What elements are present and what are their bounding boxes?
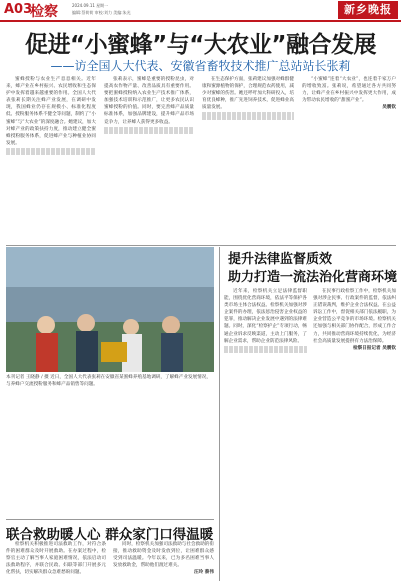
page-number: A03	[4, 2, 33, 17]
left-paragraph: 检察机关积极推进司法救助工作，对符合条件的困难群众及时开展救助。在办案过程中，检察官主动了解当事人家庭困难情况，依法启动司法救助程序，并联合民政、妇联等部门开展多元化帮扶，切实解决群众急难愁盼问题。	[6, 542, 106, 576]
lead-paragraph: 在生态保护方面，张莉建议加强对蜂群健康和蜜源植物的保护，合理规范农药使用，减少对蜜蜂的伤害。她还呼吁加大科研投入，培育优良蜂种，推广先进饲养技术，促进蜂业高质量发展。	[202, 77, 294, 111]
column-divider	[219, 247, 220, 581]
right-paragraph: 在民事行政检察工作中，检察机关加强对涉企民事、行政案件的监督，依法纠正错误裁判，维护企业合法权益。在公益诉讼工作中，督促相关部门依法履职，为企业营造公平竞争的市场环境。检察机关还加强与相关部门协作配合，形成工作合力，共同推动营商环境持续优化，为经济社会高质量发展提供有力法治保障。	[313, 289, 396, 344]
editor-credits: 编辑:蔡荷荷 审校:刘力 美编:朱光	[72, 10, 131, 15]
lead-column-1	[6, 76, 96, 244]
issue-date: 2024.09.11 星期一	[72, 3, 109, 8]
photo-image	[6, 247, 214, 372]
lead-subtitle: ——访全国人大代表、安徽省畜牧技术推广总站站长张莉	[50, 59, 351, 73]
newspaper-logo: 新乡晚报	[338, 1, 398, 19]
lead-paragraph: 张莉表示，蜜蜂是重要的授粉昆虫，对提高农作物产量、改善品质具有重要作用。要把蜜蜂授粉纳入农业生产技术推广体系，加强技术培训和示范推广，让更多农民认识蜜蜂授粉的价值。同时，要完善蜂产品质量标准体系，加强品牌建设，提升蜂产品市场竞争力，让养蜂人获得更多收益。	[104, 77, 194, 125]
right-headline-line2: 助力打造一流法治化营商环境	[228, 270, 398, 285]
photo-caption: 本刊记者 王晓静 / 摄 近日，全国人大代表张莉在安徽省某蜜蜂养殖基地调研，了解蜂产业发展情况，与养蜂户交流授粉服务和蜂产品销售等问题。	[6, 375, 211, 388]
left-paragraph: 同时，检察机关加强司法救助与社会救助的衔接，推动救助资金及时发放到位，让困难群众感受到司法温暖。今年以来，已为多名困难当事人发放救助金，帮助他们渡过难关。	[113, 542, 214, 569]
section-title: 检察	[30, 4, 58, 20]
lead-column-4	[302, 76, 396, 244]
lead-headline: 促进“小蜜蜂”与“大农业”融合发展	[25, 32, 376, 58]
left-byline: 汪玲 蔡伟	[194, 570, 214, 576]
section-divider	[6, 245, 396, 246]
lead-paragraph: “小蜜蜂”连着“大农业”，也连着千家万户的增收致富。张莉说，希望通过各方共同努力，让蜂产业在乡村振兴中发挥更大作用，成为带动农民增收的“甜蜜产业”。	[302, 77, 396, 104]
left-column-1	[6, 541, 106, 581]
right-byline: 检察日报记者 吴震钦	[353, 345, 396, 351]
right-paragraph: 近年来，检察机关立足法律监督职能，围绕优化营商环境，依法平等保护各类市场主体合法权益。检察机关加强对涉企案件的办理，依法惩治侵害企业权益的犯罪，推动解决企业发展中遇到的法律难题。同时，深化“检察护企”专项行动，畅通企业诉求反映渠道，主动上门服务，了解企业需求，帮助企业防范法律风险。	[224, 289, 307, 344]
left-column-2	[113, 541, 214, 581]
news-photo	[6, 247, 214, 372]
lead-paragraph: 蜜蜂授粉与农业生产息息相关。近年来，蜂产业在乡村振兴、农民增收和生态保护中发挥着越来越重要的作用。全国人大代表张莉长期关注蜂产业发展，在调研中发现，我国蜂业仍存在规模小、标准化程度低、授粉服务体系不健全等问题，制约了“小蜜蜂”与“大农业”的深度融合。她建议，加大对蜂产业的政策扶持力度，推动建立健全蜜蜂授粉服务体系，促进蜂产业与种植业协同发展。	[6, 77, 96, 146]
lead-column-3	[202, 76, 294, 244]
right-column-2	[313, 288, 396, 580]
lead-column-2	[104, 76, 194, 244]
lead-byline: 吴震钦	[382, 105, 396, 111]
section-divider	[6, 519, 214, 520]
right-headline-line1: 提升法律监督质效	[228, 252, 333, 267]
page-header	[0, 0, 401, 22]
left-headline: 联合救助暖人心 群众家门口得温暖	[6, 527, 214, 543]
right-column-1	[224, 288, 307, 580]
